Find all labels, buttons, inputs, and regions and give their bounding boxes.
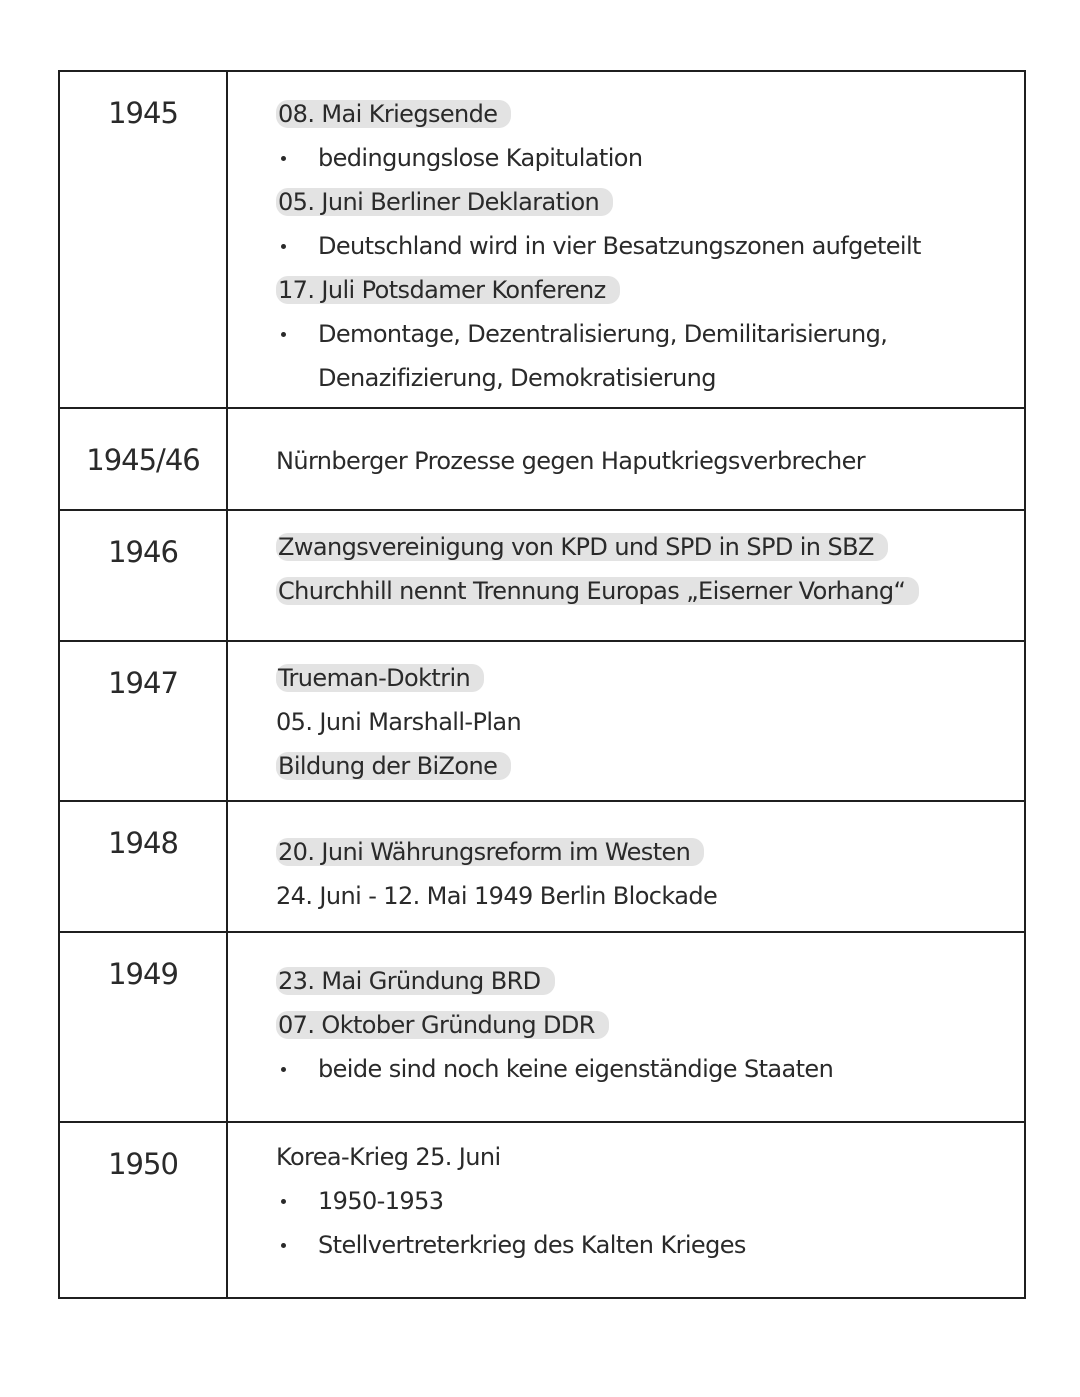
event-line: 08. Mai Kriegsende bbox=[276, 92, 1024, 136]
bullet-item: Deutschland wird in vier Besatzungszonen aufgeteilt bbox=[276, 224, 1024, 268]
year-cell bbox=[59, 510, 227, 641]
event-line: Korea-Krieg 25. Juni bbox=[276, 1143, 501, 1171]
event-line: Churchhill nennt Trennung Europas „Eiserner Vorhang“ bbox=[276, 569, 1024, 613]
event-line: 05. Juni Berliner Deklaration bbox=[276, 180, 1024, 224]
event-line: Zwangsvereinigung von KPD und SPD in SPD in SBZ bbox=[276, 525, 1024, 569]
event-line: 17. Juli Potsdamer Konferenz bbox=[276, 268, 1024, 312]
year-label: 1948 bbox=[108, 826, 178, 860]
timeline-row-1949 bbox=[59, 932, 1025, 1122]
event-line: Nürnberger Prozesse gegen Haputkriegsverbrecher bbox=[276, 447, 866, 475]
history-timeline-table bbox=[58, 70, 1026, 1299]
timeline-row-1946 bbox=[59, 510, 1025, 641]
year-label: 1946 bbox=[108, 535, 178, 569]
year-label: 1950 bbox=[108, 1147, 178, 1181]
year-cell bbox=[59, 801, 227, 932]
events-cell bbox=[227, 641, 1025, 801]
event-line: 05. Juni Marshall-Plan bbox=[276, 708, 522, 736]
timeline-row-1945-46 bbox=[59, 408, 1025, 510]
timeline-row-1950 bbox=[59, 1122, 1025, 1298]
event-line: 23. Mai Gründung BRD bbox=[276, 959, 1024, 1003]
year-label: 1949 bbox=[108, 957, 178, 991]
event-line: Bildung der BiZone bbox=[276, 744, 1024, 788]
bullet-item: 1950-1953 bbox=[276, 1179, 1024, 1223]
events-cell bbox=[227, 932, 1025, 1122]
year-cell bbox=[59, 71, 227, 408]
year-label: 1947 bbox=[108, 666, 178, 700]
events-cell bbox=[227, 408, 1025, 510]
year-cell bbox=[59, 1122, 227, 1298]
events-cell bbox=[227, 1122, 1025, 1298]
bullet-item: Stellvertreterkrieg des Kalten Krieges bbox=[276, 1223, 1024, 1267]
year-label: 1945 bbox=[108, 96, 178, 130]
events-cell bbox=[227, 801, 1025, 932]
event-line: Trueman-Doktrin bbox=[276, 656, 1024, 700]
event-line: 07. Oktober Gründung DDR bbox=[276, 1003, 1024, 1047]
events-cell bbox=[227, 71, 1025, 408]
timeline-row-1947 bbox=[59, 641, 1025, 801]
bullet-item: beide sind noch keine eigenständige Staaten bbox=[276, 1047, 1024, 1091]
year-label: 1945/46 bbox=[86, 443, 200, 477]
event-line: 24. Juni - 12. Mai 1949 Berlin Blockade bbox=[276, 882, 718, 910]
bullet-item: bedingungslose Kapitulation bbox=[276, 136, 1024, 180]
year-cell bbox=[59, 641, 227, 801]
timeline-row-1948 bbox=[59, 801, 1025, 932]
year-cell bbox=[59, 932, 227, 1122]
events-cell bbox=[227, 510, 1025, 641]
bullet-item: Demontage, Dezentralisierung, Demilitarisierung, Denazifizierung, Demokratisierung bbox=[276, 312, 978, 400]
event-line: 20. Juni Währungsreform im Westen bbox=[276, 830, 1024, 874]
year-cell bbox=[59, 408, 227, 510]
timeline-row-1945 bbox=[59, 71, 1025, 408]
